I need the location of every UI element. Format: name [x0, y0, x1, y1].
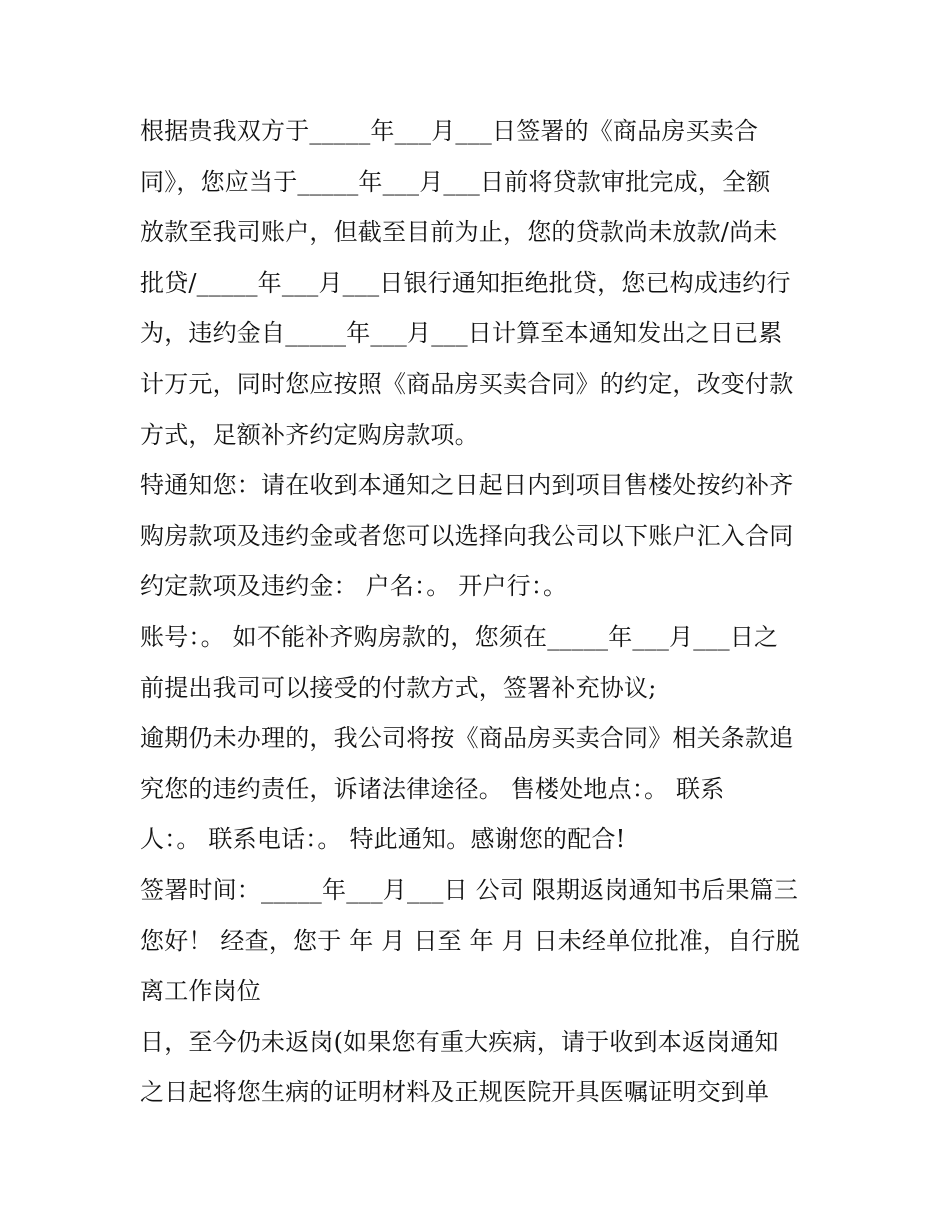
- text-line-14: 究您的违约责任，诉诸法律途径。 售楼处地点：。 联系: [140, 774, 725, 803]
- text-line-1: 根据贵我双方于_____年___月___日签署的《商品房买卖合: [140, 117, 759, 145]
- text-line-3: 放款至我司账户，但截至目前为止，您的贷款尚未放款/尚未: [140, 218, 778, 247]
- text-line-18: 离工作岗位: [140, 977, 261, 1006]
- text-line-13: 逾期仍未办理的，我公司将按《商品房买卖合同》相关条款追: [140, 724, 794, 753]
- text-line-17: 您好！ 经查，您于 年 月 日至 年 月 日未经单位批准，自行脱: [140, 926, 800, 955]
- text-line-9: 购房款项及违约金或者您可以选择向我公司以下账户汇入合同: [140, 521, 794, 550]
- text-line-5: 为，违约金自_____年___月___日计算至本通知发出之日已累: [140, 319, 783, 348]
- text-line-12: 前提出我司可以接受的付款方式，签署补充协议;: [140, 673, 657, 702]
- text-line-16: 签署时间：_____年___月___日 公司 限期返岗通知书后果篇三: [140, 875, 799, 904]
- text-line-6: 计万元，同时您应按照《商品房买卖合同》的约定，改变付款: [140, 369, 794, 398]
- text-line-2: 同》，您应当于_____年___月___日前将贷款审批完成，全额: [140, 167, 771, 196]
- text-line-11: 账号：。 如不能补齐购房款的，您须在_____年___月___日之: [140, 622, 779, 651]
- document-body: [140, 106, 830, 1118]
- text-line-20: 之日起将您生病的证明材料及正规医院开具医嘱证明交到单: [140, 1078, 770, 1107]
- text-line-7: 方式，足额补齐约定购房款项。: [140, 420, 479, 449]
- text-line-10: 约定款项及违约金： 户名：。 开户行：。: [140, 572, 568, 601]
- text-line-15: 人：。 联系电话：。 特此通知。感谢您的配合!: [140, 825, 626, 854]
- text-line-8: 特通知您：请在收到本通知之日起日内到项目售楼处按约补齐: [140, 471, 794, 500]
- text-line-19: 日，至今仍未返岗(如果您有重大疾病，请于收到本返岗通知: [140, 1027, 779, 1056]
- text-line-4: 批贷/_____年___月___日银行通知拒绝批贷，您已构成违约行: [140, 268, 791, 297]
